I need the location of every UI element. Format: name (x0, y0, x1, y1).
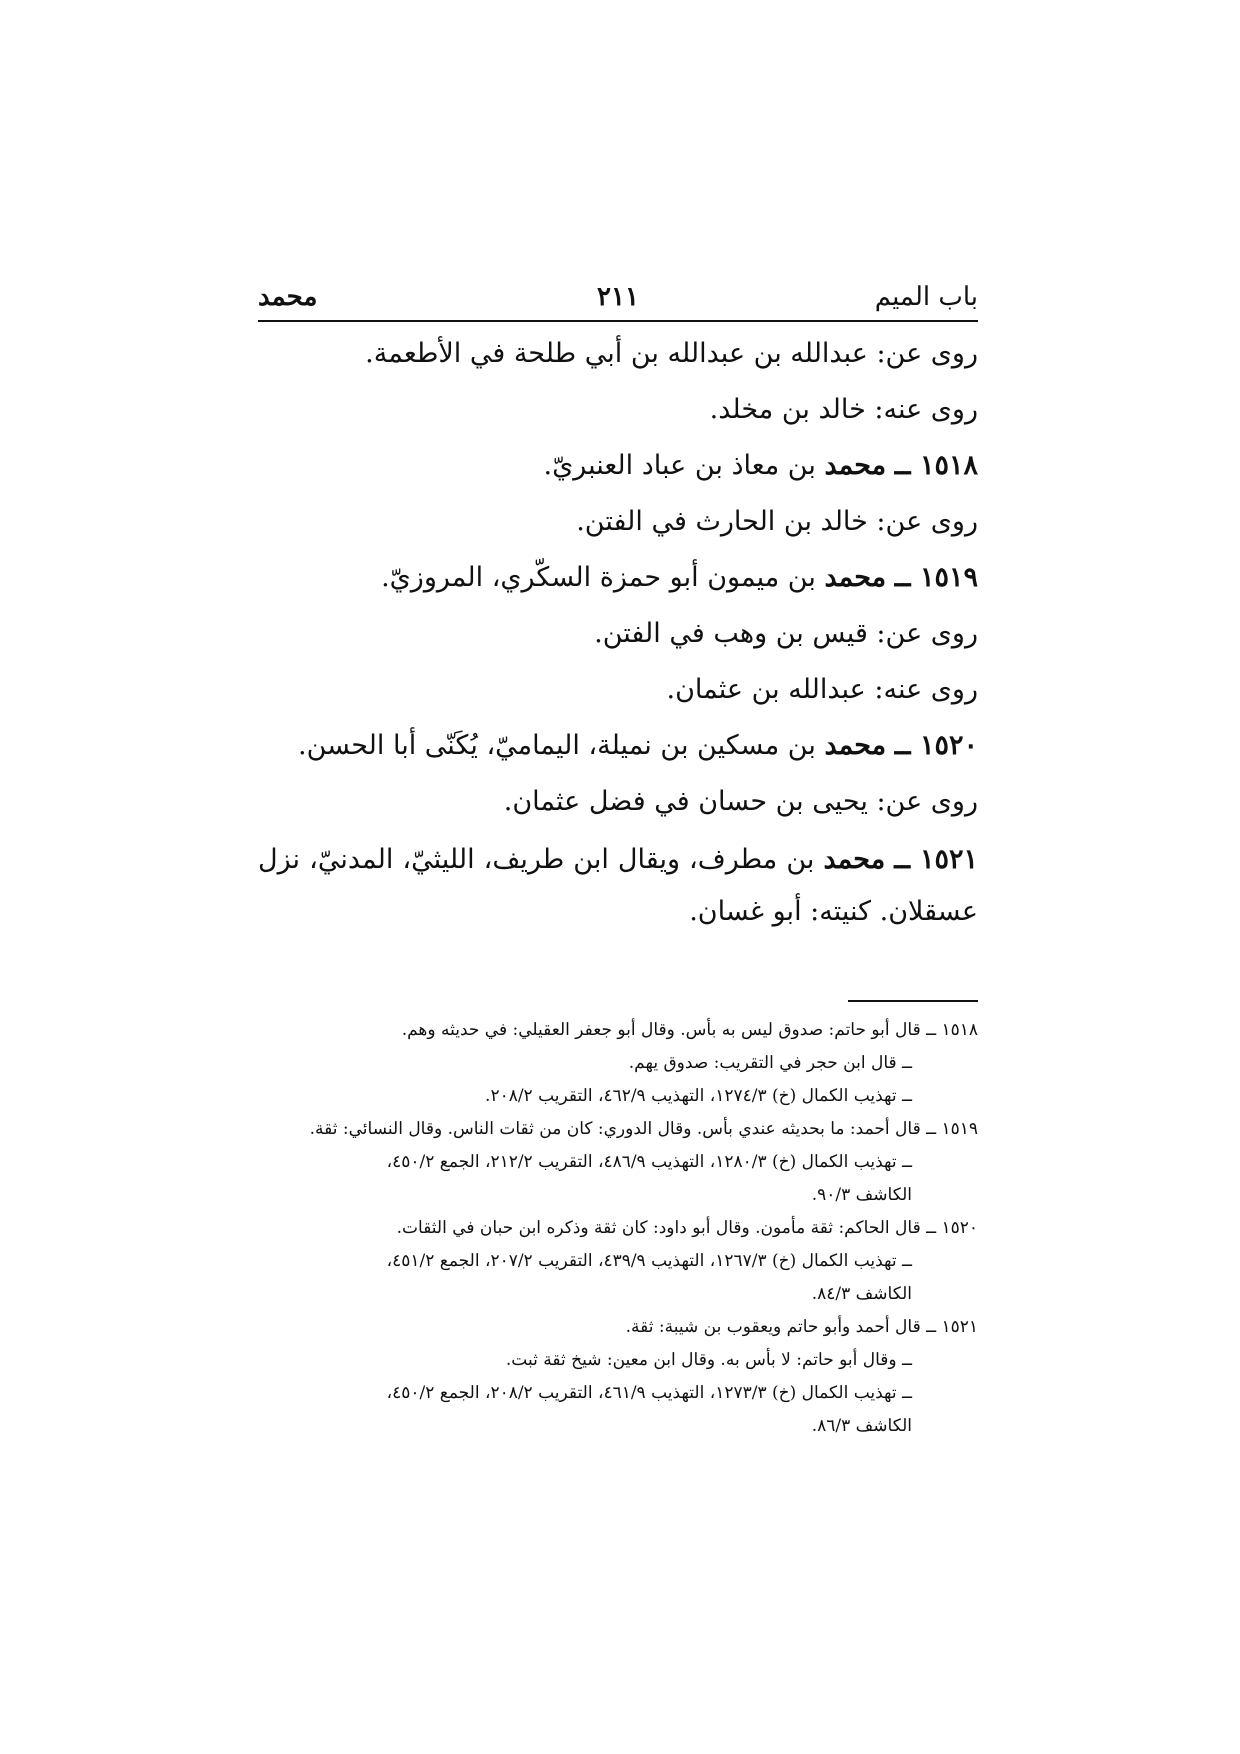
footnote-line: ١٥١٨ ــ قال أبو حاتم: صدوق ليس به بأس. وقال أبو جعفر العقيلي: في حديثه وهم. (401, 1020, 978, 1040)
entry-1519 (258, 558, 978, 598)
page-header (258, 278, 978, 322)
footnote-line: ــ تهذيب الكمال (خ) ١٢٧٣/٣، التهذيب ٤٦١/٩، التقريب ٢٠٨/٢، الجمع ٤٥٠/٢، (386, 1383, 912, 1403)
entry-number: ١٥٢٠ ــ (894, 730, 978, 761)
entry-name: محمد (823, 844, 886, 875)
footnote-line: الكاشف ٩٠/٣. (811, 1185, 912, 1205)
page-number: ٢١١ (597, 282, 639, 312)
entry-1520 (258, 726, 978, 766)
entry-rest: بن معاذ بن عباد العنبريّ. (543, 450, 816, 481)
running-head: محمد (258, 282, 318, 312)
footnote-line: ــ وقال أبو حاتم: لا بأس به. وقال ابن معين: شيخ ثقة ثبت. (505, 1350, 912, 1370)
entry-name: محمد (824, 562, 887, 593)
footnote-line: ــ تهذيب الكمال (خ) ١٢٦٧/٣، التهذيب ٤٣٩/٩، التقريب ٢٠٧/٢، الجمع ٤٥١/٢، (386, 1251, 912, 1271)
entry-rest: بن مطرف، ويقال ابن طريف، الليثيّ، المدنيّ، نزل عسقلان. كنيته: أبو غسان. (258, 844, 978, 927)
entry-name: محمد (824, 730, 887, 761)
text-line: روى عن: عبدالله بن عبدالله بن أبي طلحة في الأطعمة. (365, 338, 978, 369)
text-line: روى عن: قيس بن وهب في الفتن. (594, 618, 978, 649)
entry-rest: بن مسكين بن نميلة، اليماميّ، يُكَنّى أبا الحسن. (298, 730, 816, 761)
entry-1518 (258, 446, 978, 486)
footnote-line: ١٥٢١ ــ قال أحمد وأبو حاتم ويعقوب بن شيبة: ثقة. (625, 1317, 978, 1337)
entry-number: ١٥١٩ ــ (894, 562, 978, 593)
entry-number: ١٥٢١ ــ (894, 844, 978, 875)
entry-1521 (258, 834, 978, 938)
footnote-line: ١٥٢٠ ــ قال الحاكم: ثقة مأمون. وقال أبو داود: كان ثقة وذكره ابن حبان في الثقات. (396, 1218, 978, 1238)
footnote-line: الكاشف ٨٤/٣. (811, 1284, 912, 1304)
entry-number: ١٥١٨ ــ (894, 450, 978, 481)
chapter-title: باب الميم (874, 282, 978, 312)
footnote-line: الكاشف ٨٦/٣. (811, 1416, 912, 1436)
text-line: روى عن: خالد بن الحارث في الفتن. (576, 506, 978, 537)
text-line: روى عن: يحيى بن حسان في فضل عثمان. (503, 786, 978, 817)
footnote-line: ــ قال ابن حجر في التقريب: صدوق يهم. (628, 1053, 912, 1073)
footnote-separator (848, 1000, 978, 1002)
footnote-line: ــ تهذيب الكمال (خ) ١٢٨٠/٣، التهذيب ٤٨٦/٩، التقريب ٢١٢/٢، الجمع ٤٥٠/٢، (386, 1152, 912, 1172)
entry-rest: بن ميمون أبو حمزة السكّري، المروزيّ. (381, 562, 816, 593)
entry-name: محمد (824, 450, 887, 481)
text-line: روى عنه: خالد بن مخلد. (709, 394, 978, 425)
footnote-line: ١٥١٩ ــ قال أحمد: ما بحديثه عندي بأس. وقال الدوري: كان من ثقات الناس. وقال النسائي: ثقة. (309, 1119, 978, 1139)
text-line: روى عنه: عبدالله بن عثمان. (666, 674, 978, 705)
footnote-line: ــ تهذيب الكمال (خ) ١٢٧٤/٣، التهذيب ٤٦٢/٩، التقريب ٢٠٨/٢. (485, 1086, 912, 1106)
